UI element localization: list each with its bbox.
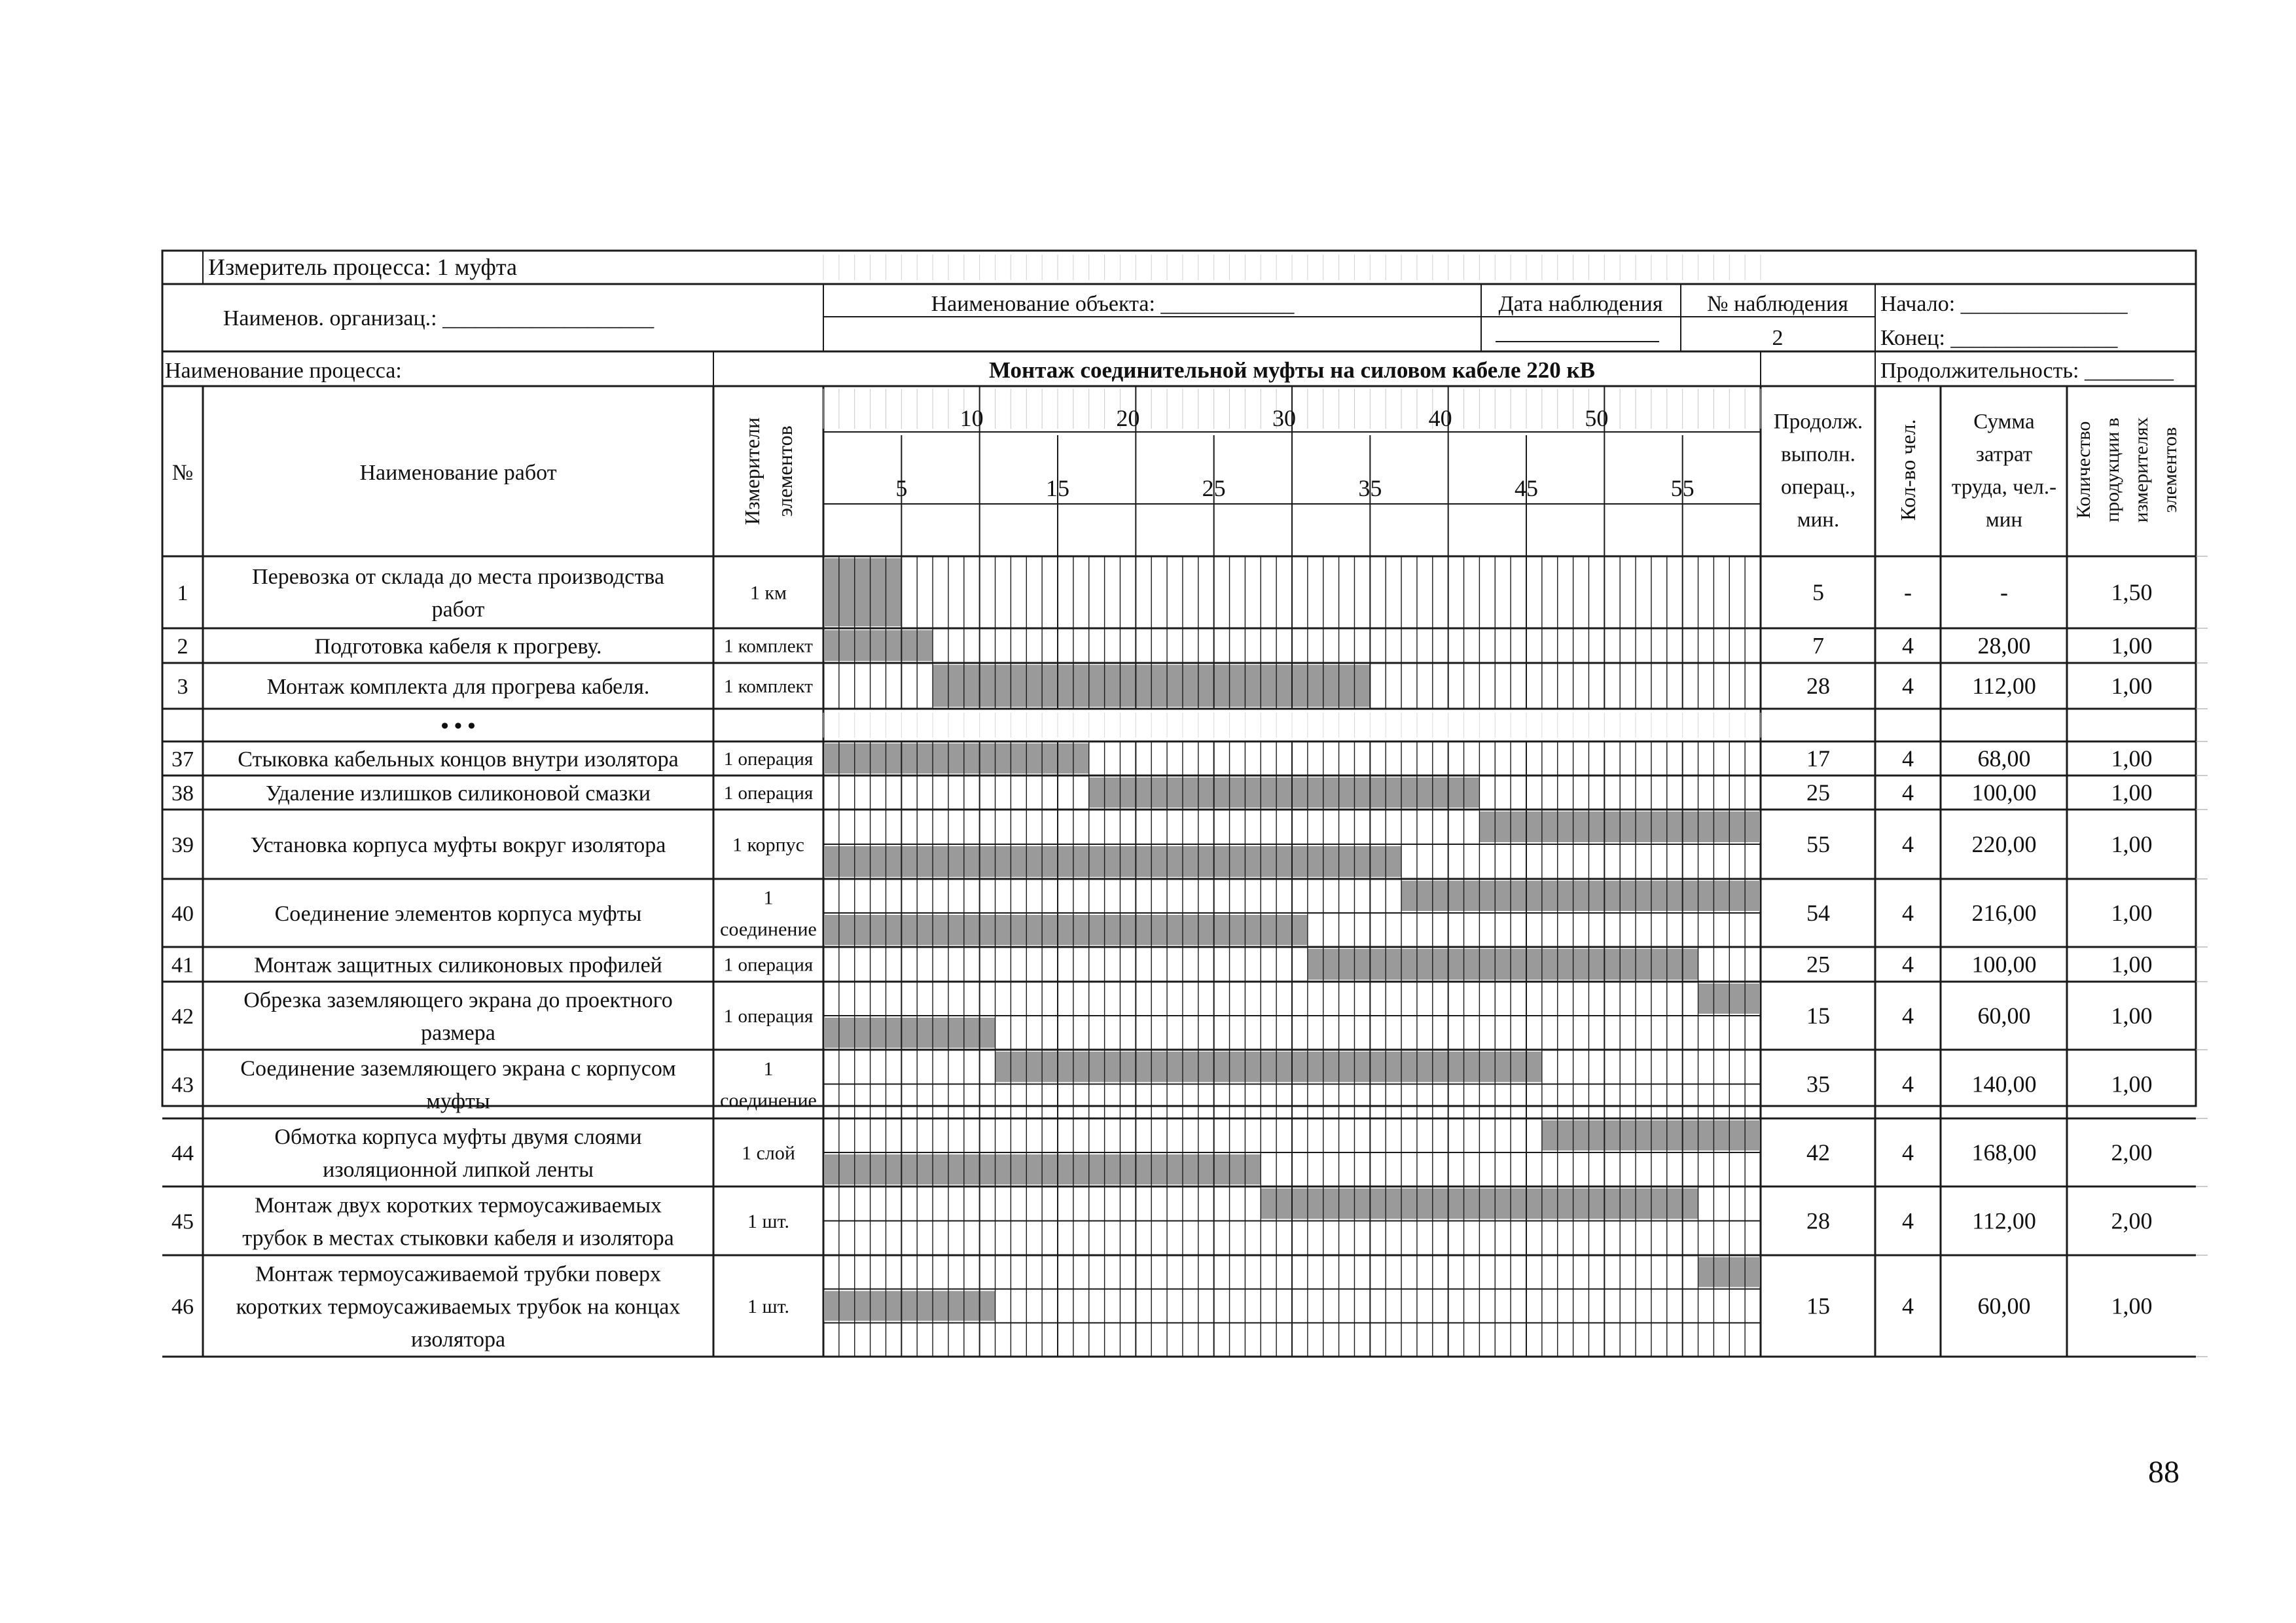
work-name: Стыковка кабельных концов внутри изолятора	[238, 747, 679, 772]
row-workers: -	[1904, 579, 1912, 605]
process-name: Монтаж соединительной муфты на силовом кабеле 220 кВ	[988, 357, 1596, 383]
row-labor: 28,00	[1977, 632, 2031, 659]
timeline-minor-tick: 45	[1515, 475, 1538, 501]
col-labor-label: труда, чел.-	[1951, 475, 2057, 499]
work-name: Обрезка заземляющего экрана до проектного	[243, 988, 673, 1012]
timeline-major-tick: 50	[1585, 405, 1609, 431]
page-number: 88	[2148, 1455, 2179, 1489]
col-labor-label: мин	[1985, 508, 2023, 532]
row-meter: 1	[763, 887, 774, 909]
obs-value: 2	[1772, 326, 1784, 350]
row-number: 43	[171, 1073, 194, 1097]
row-labor: -	[2000, 579, 2008, 605]
work-name: изоляционной липкой ленты	[323, 1157, 594, 1182]
row-duration: 7	[1812, 632, 1824, 659]
col-quantity-label: элементов	[2159, 427, 2181, 513]
gantt-bar	[1089, 777, 1480, 808]
row-labor: 216,00	[1971, 900, 2037, 926]
row-labor: 68,00	[1977, 745, 2031, 772]
row-labor: 220,00	[1971, 831, 2037, 857]
work-name: Монтаж термоусаживаемой трубки поверх	[255, 1262, 661, 1287]
work-name: Подготовка кабеля к прогреву.	[314, 634, 602, 659]
row-meter: 1 операция	[723, 783, 814, 804]
row-meter: 1 комплект	[724, 635, 813, 657]
row-workers: 4	[1902, 1071, 1914, 1097]
date-label: Дата наблюдения	[1498, 292, 1663, 316]
row-duration: 28	[1806, 1207, 1830, 1234]
timeline-major-tick: 20	[1116, 405, 1140, 431]
row-duration: 17	[1806, 745, 1830, 772]
work-name: муфты	[426, 1089, 490, 1114]
row-quantity: 1,00	[2111, 1003, 2153, 1029]
col-meter-label: Измерители	[740, 417, 764, 526]
row-labor: 140,00	[1971, 1071, 2037, 1097]
work-name: Монтаж защитных силиконовых профилей	[254, 953, 662, 978]
row-workers: 4	[1902, 1139, 1914, 1166]
row-duration: 25	[1806, 779, 1830, 806]
duration-label: Продолжительность: ________	[1880, 359, 2174, 383]
gantt-bar	[823, 630, 933, 661]
work-name: размера	[421, 1020, 495, 1045]
row-quantity: 1,00	[2111, 951, 2153, 978]
row-number: 1	[177, 581, 188, 605]
work-name: работ	[431, 597, 485, 622]
row-duration: 25	[1806, 951, 1830, 978]
row-duration: 5	[1812, 579, 1824, 605]
object-label: Наименование объекта: ____________	[931, 292, 1295, 316]
row-workers: 4	[1902, 673, 1914, 699]
gantt-bar	[823, 1291, 996, 1321]
row-quantity: 1,00	[2111, 673, 2153, 699]
gantt-bar	[996, 1052, 1542, 1082]
row-workers: 4	[1902, 951, 1914, 978]
row-number: 3	[177, 675, 188, 699]
obs-label: № наблюдения	[1707, 292, 1848, 316]
row-duration: 54	[1806, 900, 1830, 926]
col-duration-label: операц.,	[1780, 475, 1856, 499]
row-number: 2	[177, 634, 188, 659]
col-labor-label: затрат	[1975, 442, 2033, 467]
row-quantity: 1,00	[2111, 1071, 2153, 1097]
row-labor: 112,00	[1972, 1207, 2036, 1234]
row-labor: 112,00	[1972, 673, 2036, 699]
row-number: 44	[171, 1141, 194, 1166]
timeline-major-tick: 30	[1272, 405, 1296, 431]
row-meter: 1 слой	[742, 1142, 795, 1164]
row-meter: соединение	[720, 918, 817, 940]
row-workers: 4	[1902, 745, 1914, 772]
work-name: трубок в местах стыковки кабеля и изолятора	[242, 1226, 674, 1251]
work-name: Монтаж двух коротких термоусаживаемых	[254, 1193, 662, 1218]
gantt-bar	[823, 915, 1308, 945]
row-labor: 100,00	[1971, 779, 2037, 806]
row-number: 39	[171, 833, 194, 857]
row-meter: 1 шт.	[747, 1296, 789, 1317]
col-quantity-label: измерителях	[2130, 417, 2152, 523]
row-duration: 15	[1806, 1293, 1830, 1319]
timeline-minor-tick: 35	[1358, 475, 1382, 501]
col-quantity-label: Количество	[2073, 421, 2094, 519]
row-labor: 168,00	[1971, 1139, 2037, 1166]
timeline-minor-tick: 15	[1046, 475, 1069, 501]
col-duration-label: выполн.	[1781, 442, 1856, 467]
row-quantity: 1,00	[2111, 745, 2153, 772]
timeline-minor-tick: 55	[1670, 475, 1695, 501]
col-duration-label: мин.	[1797, 508, 1840, 532]
end-label: Конец: _______________	[1880, 326, 2118, 350]
gantt-bar	[1308, 949, 1698, 980]
row-duration: 42	[1806, 1139, 1830, 1166]
row-meter: 1 корпус	[732, 834, 804, 856]
row-number: 46	[171, 1294, 194, 1319]
row-duration: 35	[1806, 1071, 1830, 1097]
col-quantity-label: продукции в	[2102, 418, 2123, 522]
row-meter: 1 операция	[723, 749, 814, 770]
col-num-label: №	[171, 461, 194, 485]
row-meter: 1	[763, 1058, 774, 1080]
row-meter: соединение	[720, 1090, 817, 1111]
work-name: Соединение элементов корпуса муфты	[274, 901, 642, 926]
row-meter: 1 комплект	[724, 676, 813, 698]
gantt-bar	[823, 743, 1089, 774]
col-labor-label: Сумма	[1973, 410, 2035, 434]
timeline-minor-tick: 5	[895, 475, 908, 501]
row-workers: 4	[1902, 1293, 1914, 1319]
row-workers: 4	[1902, 1003, 1914, 1029]
row-number: 40	[171, 902, 194, 926]
row-workers: 4	[1902, 1207, 1914, 1234]
row-labor: 60,00	[1977, 1003, 2031, 1029]
start-label: Начало: _______________	[1880, 292, 2128, 316]
gantt-bar	[823, 846, 1401, 877]
row-duration: 55	[1806, 831, 1830, 857]
row-labor: 100,00	[1971, 951, 2037, 978]
org-label: Наименов. организац.: ___________________	[223, 306, 655, 330]
timeline-major-tick: 40	[1428, 405, 1452, 431]
work-name: Соединение заземляющего экрана с корпусом	[240, 1056, 676, 1081]
row-duration: 28	[1806, 673, 1830, 699]
work-name: Обмотка корпуса муфты двумя слоями	[274, 1124, 642, 1149]
row-quantity: 1,50	[2111, 579, 2153, 605]
row-meter: 1 км	[749, 582, 787, 604]
row-labor: 60,00	[1977, 1293, 2031, 1319]
row-quantity: 1,00	[2111, 779, 2153, 806]
row-meter: 1 операция	[723, 1006, 814, 1027]
timeline-major-tick: 10	[960, 405, 984, 431]
row-number: 38	[171, 781, 194, 806]
gantt-bar	[823, 558, 901, 626]
row-quantity: 1,00	[2111, 632, 2153, 659]
work-name: Монтаж комплекта для прогрева кабеля.	[266, 674, 650, 699]
meter-label: Измеритель процесса: 1 муфта	[208, 254, 517, 280]
ellipsis-row: • • •	[440, 714, 476, 738]
row-quantity: 2,00	[2111, 1139, 2153, 1166]
work-name: коротких термоусаживаемых трубок на концах	[236, 1294, 681, 1319]
row-number: 45	[171, 1209, 194, 1234]
row-quantity: 1,00	[2111, 900, 2153, 926]
timeline-minor-tick: 25	[1202, 475, 1226, 501]
row-duration: 15	[1806, 1003, 1830, 1029]
row-workers: 4	[1902, 632, 1914, 659]
row-meter: 1 операция	[723, 954, 814, 976]
work-name: Перевозка от склада до места производства	[252, 564, 664, 589]
col-workers-label: Кол-во чел.	[1896, 419, 1920, 521]
col-duration-label: Продолж.	[1773, 410, 1863, 434]
row-workers: 4	[1902, 831, 1914, 857]
row-workers: 4	[1902, 900, 1914, 926]
row-meter: 1 шт.	[747, 1211, 789, 1232]
col-name-label: Наименование работ	[359, 461, 557, 485]
row-number: 41	[171, 953, 194, 978]
gantt-bar	[823, 1018, 996, 1048]
work-name: Установка корпуса муфты вокруг изолятора	[250, 832, 666, 857]
gantt-bar	[1401, 881, 1761, 911]
col-meter-label: элементов	[773, 425, 797, 517]
row-quantity: 1,00	[2111, 1293, 2153, 1319]
row-quantity: 1,00	[2111, 831, 2153, 857]
row-number: 42	[171, 1005, 194, 1029]
row-number: 37	[171, 747, 194, 772]
work-name: Удаление излишков силиконовой смазки	[266, 781, 651, 806]
row-quantity: 2,00	[2111, 1207, 2153, 1234]
work-name: изолятора	[410, 1327, 506, 1352]
process-label: Наименование процесса:	[165, 359, 402, 383]
row-workers: 4	[1902, 779, 1914, 806]
